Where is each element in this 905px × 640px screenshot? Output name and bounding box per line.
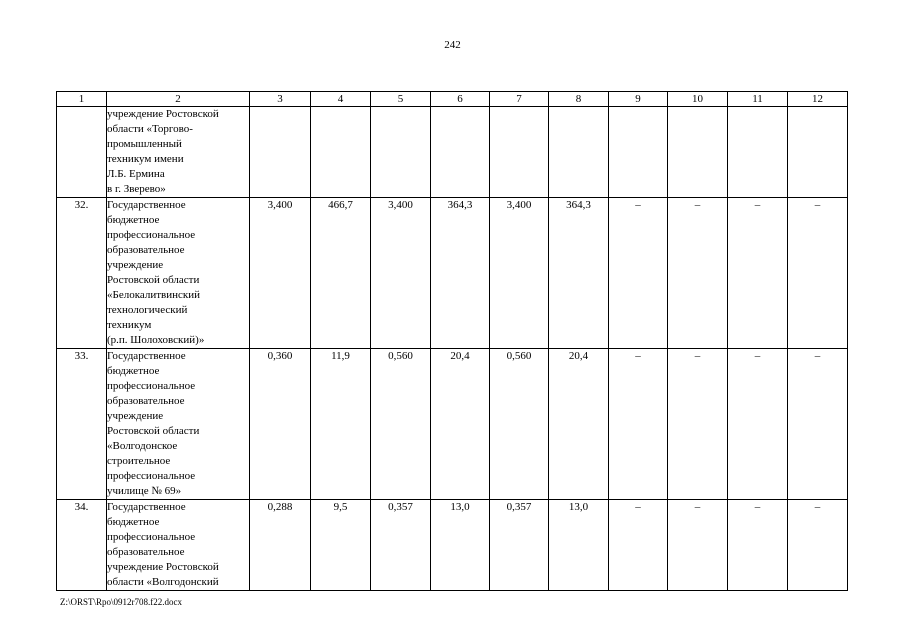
institution-name-line: бюджетное — [107, 214, 160, 226]
institution-name-line: бюджетное — [107, 365, 160, 377]
column-header-2: 2 — [107, 92, 250, 107]
row-number-cell: 33. — [57, 349, 107, 500]
institution-name-line: Ростовской области — [107, 425, 200, 437]
value-cell-col-11 — [728, 107, 788, 198]
value-cell-col-9 — [609, 107, 668, 198]
table-row — [57, 500, 848, 591]
institution-name-line: области «Торгово- — [107, 123, 193, 135]
value-cell-col-5: 0,357 — [371, 500, 431, 591]
value-cell-col-11: – — [728, 349, 788, 500]
institution-name-line: в г. Зверево» — [107, 183, 166, 195]
column-header-5: 5 — [371, 92, 431, 107]
data-table — [56, 91, 848, 591]
value-cell-col-4 — [311, 107, 371, 198]
value-cell-col-12: – — [788, 198, 848, 349]
value-cell-col-8 — [549, 107, 609, 198]
value-cell-col-6: 20,4 — [431, 349, 490, 500]
institution-name-line: образовательное — [107, 395, 185, 407]
value-cell-col-8: 364,3 — [549, 198, 609, 349]
institution-name-line: технологический — [107, 304, 188, 316]
value-cell-col-4: 9,5 — [311, 500, 371, 591]
value-cell-col-9: – — [609, 349, 668, 500]
column-header-12: 12 — [788, 92, 848, 107]
value-cell-col-7 — [490, 107, 549, 198]
column-header-4: 4 — [311, 92, 371, 107]
value-cell-col-3: 0,288 — [250, 500, 311, 591]
institution-name-line: Государственное — [107, 501, 186, 513]
value-cell-col-8: 13,0 — [549, 500, 609, 591]
value-cell-col-9: – — [609, 500, 668, 591]
column-header-11: 11 — [728, 92, 788, 107]
institution-name-line: образовательное — [107, 244, 185, 256]
institution-name-line: образовательное — [107, 546, 185, 558]
institution-name-line: строительное — [107, 455, 171, 467]
row-number-cell: 34. — [57, 500, 107, 591]
institution-name-line: промышленный — [107, 138, 182, 150]
page-number: 242 — [444, 39, 461, 51]
institution-name-line: техникум — [107, 319, 152, 331]
institution-name-line: Государственное — [107, 199, 186, 211]
value-cell-col-10: – — [668, 500, 728, 591]
institution-name-line: учреждение Ростовской — [107, 108, 219, 120]
column-header-9: 9 — [609, 92, 668, 107]
column-header-1: 1 — [57, 92, 107, 107]
value-cell-col-7: 3,400 — [490, 198, 549, 349]
institution-name-line: Л.Б. Ермина — [107, 168, 165, 180]
institution-name-line: техникум имени — [107, 153, 184, 165]
row-number-cell — [57, 107, 107, 198]
column-header-7: 7 — [490, 92, 549, 107]
table-row — [57, 107, 848, 198]
value-cell-col-3 — [250, 107, 311, 198]
institution-name-cell — [107, 500, 250, 591]
row-number-cell: 32. — [57, 198, 107, 349]
value-cell-col-10: – — [668, 349, 728, 500]
column-header-10: 10 — [668, 92, 728, 107]
institution-name-line: профессиональное — [107, 380, 196, 392]
institution-name-line: учреждение — [107, 259, 164, 271]
column-header-3: 3 — [250, 92, 311, 107]
institution-name-line: (р.п. Шолоховский)» — [107, 334, 205, 346]
value-cell-col-5: 3,400 — [371, 198, 431, 349]
value-cell-col-5: 0,560 — [371, 349, 431, 500]
institution-name-line: «Волгодонское — [107, 440, 178, 452]
value-cell-col-10: – — [668, 198, 728, 349]
institution-name-line: бюджетное — [107, 516, 160, 528]
institution-name-line: учреждение — [107, 410, 164, 422]
institution-name-cell — [107, 107, 250, 198]
value-cell-col-10 — [668, 107, 728, 198]
value-cell-col-5 — [371, 107, 431, 198]
column-header-6: 6 — [431, 92, 490, 107]
value-cell-col-4: 11,9 — [311, 349, 371, 500]
institution-name-line: Ростовской области — [107, 274, 200, 286]
institution-name-line: училище № 69» — [107, 485, 182, 497]
institution-name-cell — [107, 349, 250, 500]
institution-name-line: профессиональное — [107, 531, 196, 543]
value-cell-col-6: 13,0 — [431, 500, 490, 591]
value-cell-col-4: 466,7 — [311, 198, 371, 349]
institution-name-cell — [107, 198, 250, 349]
institution-name-line: Государственное — [107, 350, 186, 362]
value-cell-col-11: – — [728, 198, 788, 349]
value-cell-col-11: – — [728, 500, 788, 591]
value-cell-col-8: 20,4 — [549, 349, 609, 500]
table-header-row — [57, 92, 848, 107]
table-row — [57, 198, 848, 349]
institution-name-line: «Белокалитвинский — [107, 289, 200, 301]
institution-name-line: профессиональное — [107, 229, 196, 241]
footer-file-path: Z:\ORST\Rpo\0912r708.f22.docx — [60, 597, 182, 607]
value-cell-col-3: 0,360 — [250, 349, 311, 500]
value-cell-col-6 — [431, 107, 490, 198]
institution-name-line: области «Волгодонский — [107, 576, 219, 588]
value-cell-col-7: 0,357 — [490, 500, 549, 591]
value-cell-col-6: 364,3 — [431, 198, 490, 349]
institution-name-line: профессиональное — [107, 470, 196, 482]
value-cell-col-12 — [788, 107, 848, 198]
value-cell-col-7: 0,560 — [490, 349, 549, 500]
value-cell-col-12: – — [788, 349, 848, 500]
institution-name-line: учреждение Ростовской — [107, 561, 219, 573]
value-cell-col-9: – — [609, 198, 668, 349]
value-cell-col-3: 3,400 — [250, 198, 311, 349]
table-row — [57, 349, 848, 500]
column-header-8: 8 — [549, 92, 609, 107]
value-cell-col-12: – — [788, 500, 848, 591]
